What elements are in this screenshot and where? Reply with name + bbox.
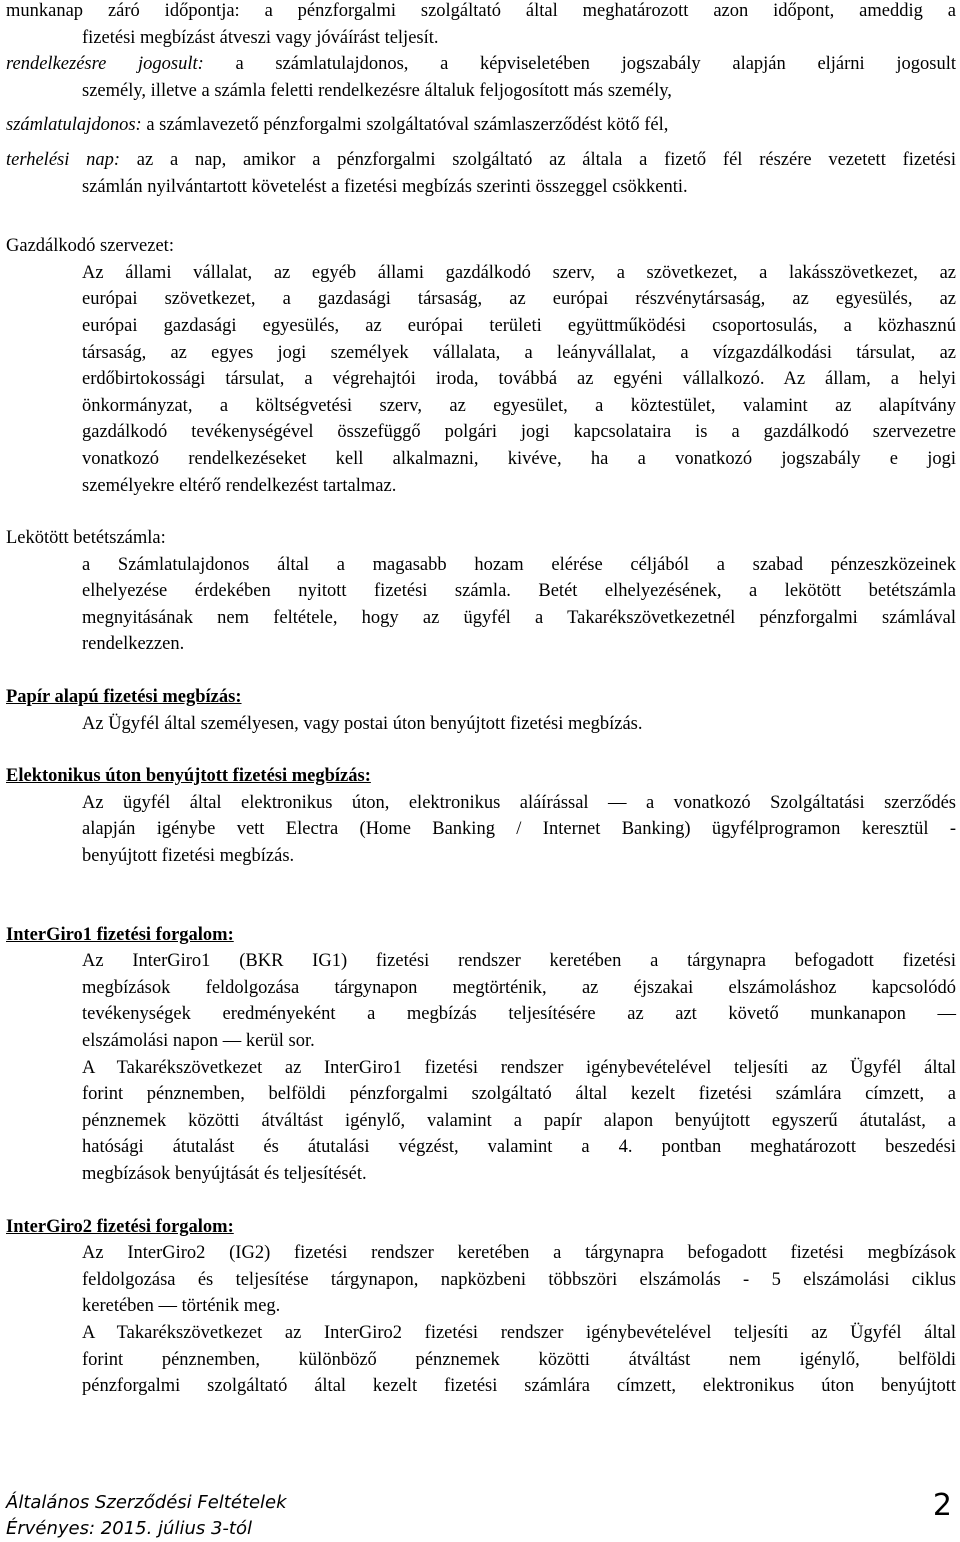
text-line: gazdálkodó tevékenységével összefüggő polgári jogi kapcsolataira is a gazdálkodó szervezetre [82, 422, 956, 443]
text-line: pénzforgalmi szolgáltató által kezelt fizetési számlára címzett, elektronikus úton benyújtott [82, 1376, 956, 1397]
text-line: önkormányzat, a költségvetési szerv, az egyesület, a köztestület, valamint az alapítvány [82, 395, 956, 416]
text-line: személyekre eltérő rendelkezést tartalmaz. [82, 475, 397, 496]
heading-gazdalkodo-szervezet: Gazdálkodó szervezet: [6, 236, 174, 257]
text-line: benyújtott fizetési megbízás. [82, 846, 295, 867]
text-line: Az ügyfél által elektronikus úton, elektronikus aláírással — a vonatkozó Szolgáltatási szerződés [82, 792, 956, 813]
spacer [6, 1188, 956, 1214]
term-text: az a nap, amikor a pénzforgalmi szolgáltató az általa a fizető fél részére vezetett fizetési [120, 149, 957, 170]
footer-validity: Érvényes: 2015. július 3-tól [6, 1518, 252, 1539]
spacer [6, 200, 956, 233]
text-line: megbízások feldolgozása tárgynapon megtörténik, az éjszakai elszámoláshoz kapcsolódó [82, 977, 956, 998]
text-line: fizetési megbízást átveszi vagy jóváírást teljesít. [82, 27, 439, 48]
heading-intergiro2: InterGiro2 fizetési forgalom: [6, 1216, 234, 1237]
text-line: hatósági átutalást és átutalási végzést, valamint a 4. pontban meghatározott beszedési [82, 1137, 956, 1158]
text-line: feldolgozása és teljesítése tárgynapon, napközbeni többszöri elszámolás - 5 elszámolási ciklus [82, 1269, 956, 1290]
text-line [6, 147, 956, 174]
text-line: a Számlatulajdonos által a magasabb hozam elérése céljából a szabad pénzeszközeinek [82, 554, 956, 575]
text-line: társaság, az egyes jogi személyek vállalata, a leányvállalat, a vízgazdálkodási társulat, az [82, 342, 956, 363]
section-gazdalkodo-szervezet [6, 260, 956, 499]
heading-papir-alapu: Papír alapú fizetési megbízás: [6, 687, 242, 708]
text-line: számlán nyilvántartott követelést a fizetési megbízás szerinti összeggel csökkenti. [82, 176, 688, 197]
text-line: elhelyezése érdekében nyitott fizetési számla. Betét elhelyezésének, a lekötött betétszámla [82, 581, 956, 602]
spacer [6, 499, 956, 525]
text-line: erdőbirtokossági társulat, a végrehajtói iroda, továbbá az egyéni vállalkozó. Az állam, a helyi [82, 369, 956, 390]
term-label: rendelkezésre jogosult: [6, 54, 204, 75]
heading-elektronikus-uton: Elektonikus úton benyújtott fizetési megbízás: [6, 766, 371, 787]
text-line: megbízások benyújtását és teljesítését. [82, 1163, 367, 1184]
term-label: terhelési nap: [6, 149, 121, 170]
definition-terhelesi-nap [6, 147, 956, 200]
document-page [6, 0, 956, 1400]
section-intergiro1 [6, 948, 956, 1187]
text-line: Az InterGiro1 (BKR IG1) fizetési rendszer keretében a tárgynapra befogadott fizetési [82, 951, 956, 972]
text-line: tevékenységek eredményeként a megbízás teljesítésére az azt követő munkanapon — [82, 1004, 956, 1025]
spacer [6, 737, 956, 763]
spacer [6, 870, 956, 922]
text-line: alapján igénybe vett Electra (Home Banking / Internet Banking) ügyfélprogramon keresztül - [82, 819, 956, 840]
text-line: pénznemek közötti átváltást igénylő, valamint a papír alapon benyújtott egyszerű átutalást, a [82, 1110, 956, 1131]
text-line: A Takarékszövetkezet az InterGiro2 fizetési rendszer igénybevételével teljesíti az Ügyfél által [82, 1322, 956, 1343]
text-line: keretében — történik meg. [82, 1296, 281, 1317]
text-line: vonatkozó rendelkezéseket kell alkalmazni, kivéve, ha a vonatkozó jogszabály e jogi [82, 448, 956, 469]
text-line: elszámolási napon — kerül sor. [82, 1031, 315, 1051]
text-line [6, 51, 956, 78]
term-label: számlatulajdonos: [6, 115, 142, 136]
section-lekotott-betetszamla [6, 552, 956, 658]
page-number: 2 [932, 1488, 952, 1523]
text-line: A Takarékszövetkezet az InterGiro1 fizetési rendszer igénybevételével teljesíti az Ügyfél által [82, 1057, 956, 1078]
text-line: személy, illetve a számla feletti rendelkezésre általuk feljogosított más személy, [82, 80, 672, 101]
text-line: európai gazdasági egyesülés, az európai területi együttműködési csoportosulás, a közhasznú [82, 315, 956, 336]
section-elektronikus-uton [6, 790, 956, 870]
text-line: forint pénznemben, különböző pénznemek közötti átváltást nem igénylő, belföldi [82, 1349, 956, 1370]
definition-szamlatulajdonos [6, 112, 956, 139]
heading-lekotott-betetszamla: Lekötött betétszámla: [6, 528, 166, 549]
spacer [6, 658, 956, 684]
footer-title: Általános Szerződési Feltételek [6, 1492, 287, 1513]
text-line [6, 112, 956, 139]
text-line: rendelkezzen. [82, 634, 185, 655]
text-line: forint pénznemben, belföldi pénzforgalmi szolgáltató által kezelt fizetési számlára címzett, a [82, 1084, 956, 1105]
section-papir-alapu [6, 711, 956, 738]
term-text: a számlatulajdonos, a képviseletében jogszabály alapján eljárni jogosult [203, 54, 956, 75]
text-line: Az Ügyfél által személyesen, vagy postai úton benyújtott fizetési megbízás. [82, 713, 643, 734]
text-line: megnyitásának nem feltétele, hogy az ügyfél a Takarékszövetkezetnél pénzforgalmi számlával [82, 607, 956, 628]
section-intergiro2 [6, 1240, 956, 1400]
definition-rendelkezesre-jogosult [6, 51, 956, 104]
text-line: európai szövetkezet, a gazdasági társaság, az európai részvénytársaság, az egyesülés, az [82, 289, 956, 310]
heading-intergiro1: InterGiro1 fizetési forgalom: [6, 924, 234, 945]
text-line: munkanap záró időpontja: a pénzforgalmi szolgáltató által meghatározott azon időpont, ameddig a [6, 1, 956, 21]
text-line: Az állami vállalat, az egyéb állami gazdálkodó szerv, a szövetkezet, a lakásszövetkezet, az [82, 262, 956, 283]
page-footer [6, 1490, 287, 1542]
term-text: a számlavezető pénzforgalmi szolgáltatóval számlaszerződést kötő fél, [141, 115, 669, 136]
definition-munkanap [6, 0, 956, 51]
text-line: Az InterGiro2 (IG2) fizetési rendszer keretében a tárgynapra befogadott fizetési megbízások [82, 1243, 956, 1264]
